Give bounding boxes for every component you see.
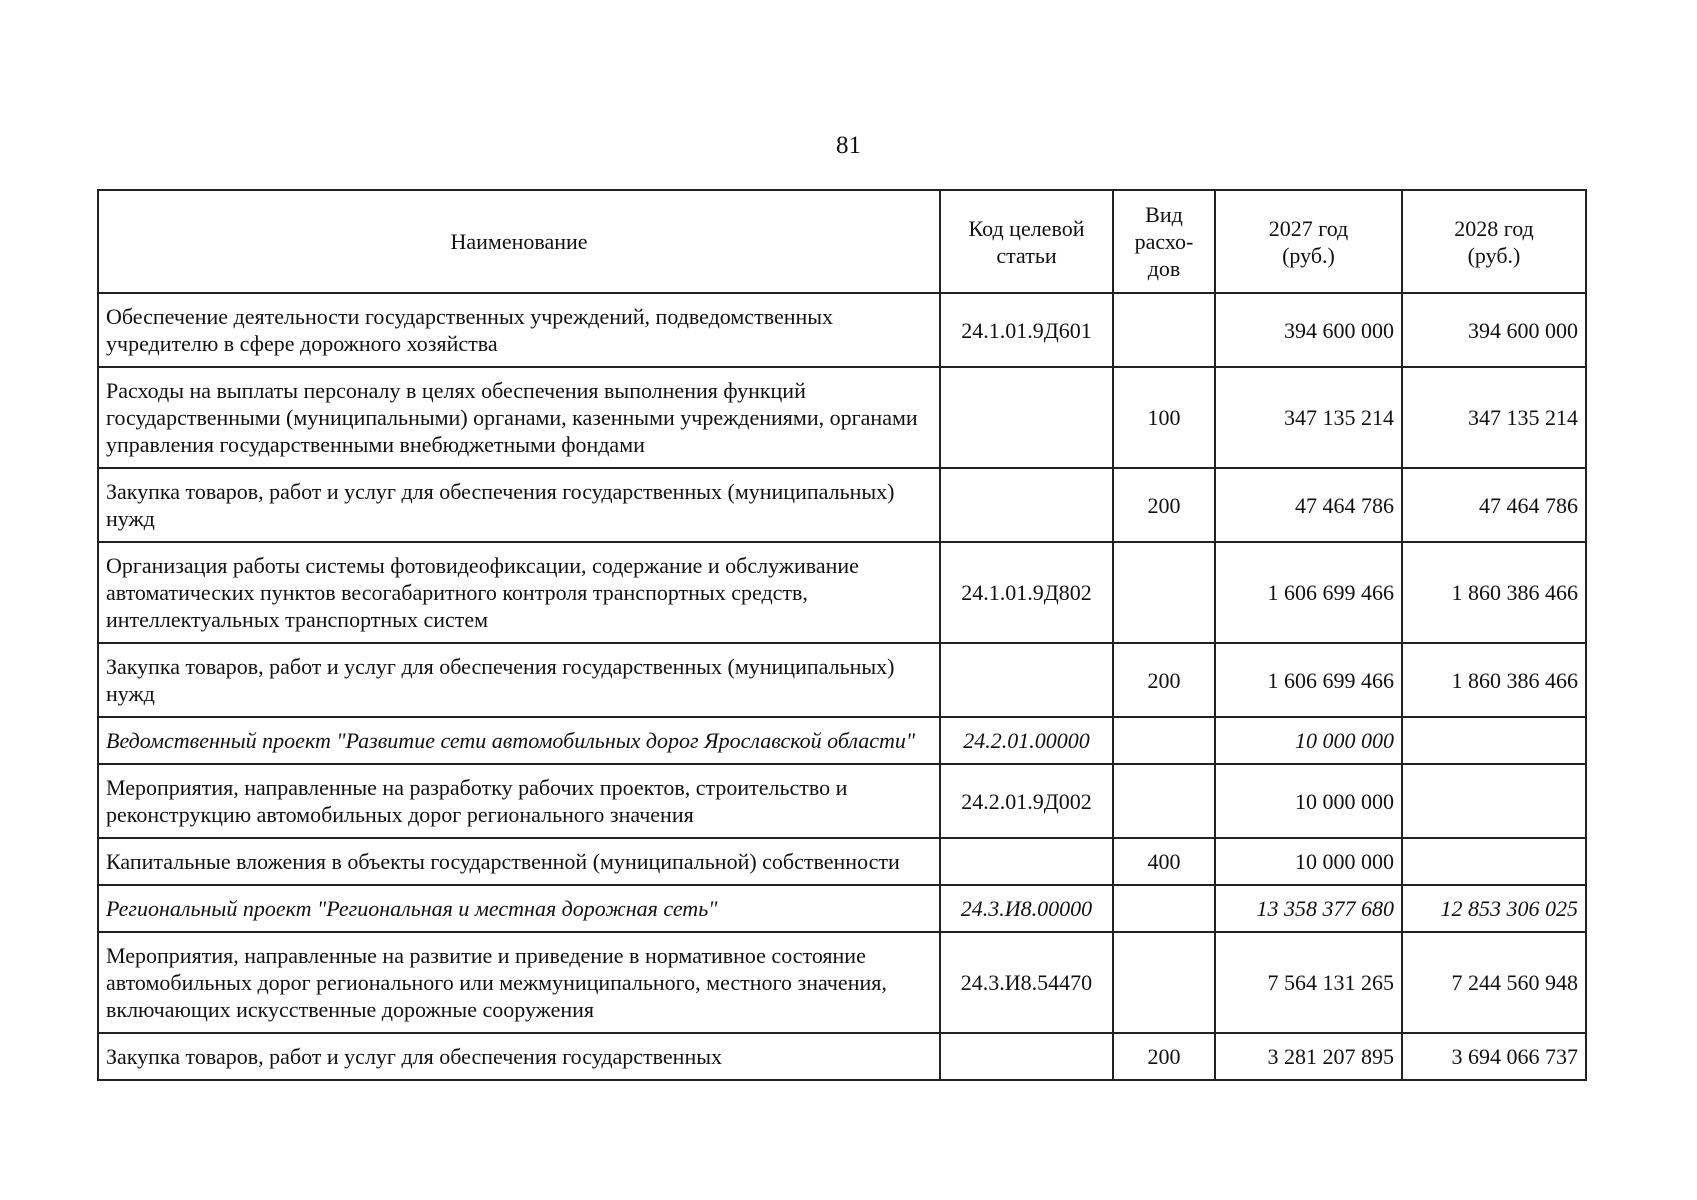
budget-table — [97, 189, 1587, 1081]
header-kind: Вид расхо- дов — [1113, 190, 1215, 293]
row-2028 — [1402, 838, 1586, 885]
row-kind — [1113, 293, 1215, 367]
header-name: Наименование — [98, 190, 940, 293]
table-row-project — [98, 885, 1586, 932]
row-code: 24.1.01.9Д601 — [940, 293, 1113, 367]
row-code: 24.2.01.9Д002 — [940, 764, 1113, 838]
row-kind: 100 — [1113, 367, 1215, 468]
row-name: Закупка товаров, работ и услуг для обеспечения государственных (муниципальных) нужд — [98, 468, 940, 542]
row-2028 — [1402, 764, 1586, 838]
header-2027: 2027 год (руб.) — [1215, 190, 1402, 293]
row-2028: 3 694 066 737 — [1402, 1033, 1586, 1080]
table-header-row — [98, 190, 1586, 293]
row-name: Ведомственный проект "Развитие сети автомобильных дорог Ярославской области" — [98, 717, 940, 764]
table-row — [98, 367, 1586, 468]
row-2027: 1 606 699 466 — [1215, 542, 1402, 643]
row-code: 24.3.И8.00000 — [940, 885, 1113, 932]
row-2028: 394 600 000 — [1402, 293, 1586, 367]
row-2027: 394 600 000 — [1215, 293, 1402, 367]
row-kind — [1113, 885, 1215, 932]
row-kind — [1113, 764, 1215, 838]
row-kind — [1113, 932, 1215, 1033]
row-2027: 10 000 000 — [1215, 717, 1402, 764]
row-2028: 347 135 214 — [1402, 367, 1586, 468]
row-2027: 3 281 207 895 — [1215, 1033, 1402, 1080]
header-code: Код целевой статьи — [940, 190, 1113, 293]
row-2028: 12 853 306 025 — [1402, 885, 1586, 932]
table-row — [98, 643, 1586, 717]
row-kind: 200 — [1113, 468, 1215, 542]
table-row — [98, 293, 1586, 367]
row-name: Мероприятия, направленные на разработку рабочих проектов, строительство и реконструкцию автомобильных дорог регионального значения — [98, 764, 940, 838]
row-code: 24.1.01.9Д802 — [940, 542, 1113, 643]
row-name: Закупка товаров, работ и услуг для обеспечения государственных (муниципальных) нужд — [98, 643, 940, 717]
row-2028 — [1402, 717, 1586, 764]
row-2028: 7 244 560 948 — [1402, 932, 1586, 1033]
row-kind — [1113, 542, 1215, 643]
row-2027: 347 135 214 — [1215, 367, 1402, 468]
table-row — [98, 1033, 1586, 1080]
row-code: 24.2.01.00000 — [940, 717, 1113, 764]
row-code: 24.3.И8.54470 — [940, 932, 1113, 1033]
row-2027: 47 464 786 — [1215, 468, 1402, 542]
row-name: Обеспечение деятельности государственных учреждений, подведомственных учредителю в сфере дорожного хозяйства — [98, 293, 940, 367]
row-2027: 1 606 699 466 — [1215, 643, 1402, 717]
table-row — [98, 764, 1586, 838]
row-name: Региональный проект "Региональная и местная дорожная сеть" — [98, 885, 940, 932]
row-name: Капитальные вложения в объекты государственной (муниципальной) собственности — [98, 838, 940, 885]
row-code — [940, 643, 1113, 717]
row-2027: 10 000 000 — [1215, 764, 1402, 838]
row-name: Мероприятия, направленные на развитие и приведение в нормативное состояние автомобильных дорог регионального или межмуниципального, местного значения, включающих искусственные дорожные сооружения — [98, 932, 940, 1033]
row-2028: 1 860 386 466 — [1402, 643, 1586, 717]
row-2027: 7 564 131 265 — [1215, 932, 1402, 1033]
row-name: Организация работы системы фотовидеофиксации, содержание и обслуживание автоматических пунктов весогабаритного контроля транспортных средств, интеллектуальных транспортных систем — [98, 542, 940, 643]
table-row-project — [98, 717, 1586, 764]
row-2027: 10 000 000 — [1215, 838, 1402, 885]
page-number: 81 — [836, 132, 861, 159]
row-kind: 200 — [1113, 1033, 1215, 1080]
row-code — [940, 367, 1113, 468]
row-name: Расходы на выплаты персоналу в целях обеспечения выполнения функций государственными (муниципальными) органами, казенными учреждениями, органами управления государственными внебюджетными фондами — [98, 367, 940, 468]
table-row — [98, 542, 1586, 643]
row-code — [940, 1033, 1113, 1080]
table-row — [98, 932, 1586, 1033]
row-code — [940, 468, 1113, 542]
row-kind: 200 — [1113, 643, 1215, 717]
table-row — [98, 468, 1586, 542]
row-name: Закупка товаров, работ и услуг для обеспечения государственных — [98, 1033, 940, 1080]
row-kind: 400 — [1113, 838, 1215, 885]
row-code — [940, 838, 1113, 885]
header-2028: 2028 год (руб.) — [1402, 190, 1586, 293]
row-2027: 13 358 377 680 — [1215, 885, 1402, 932]
row-2028: 47 464 786 — [1402, 468, 1586, 542]
row-kind — [1113, 717, 1215, 764]
table-row — [98, 838, 1586, 885]
row-2028: 1 860 386 466 — [1402, 542, 1586, 643]
